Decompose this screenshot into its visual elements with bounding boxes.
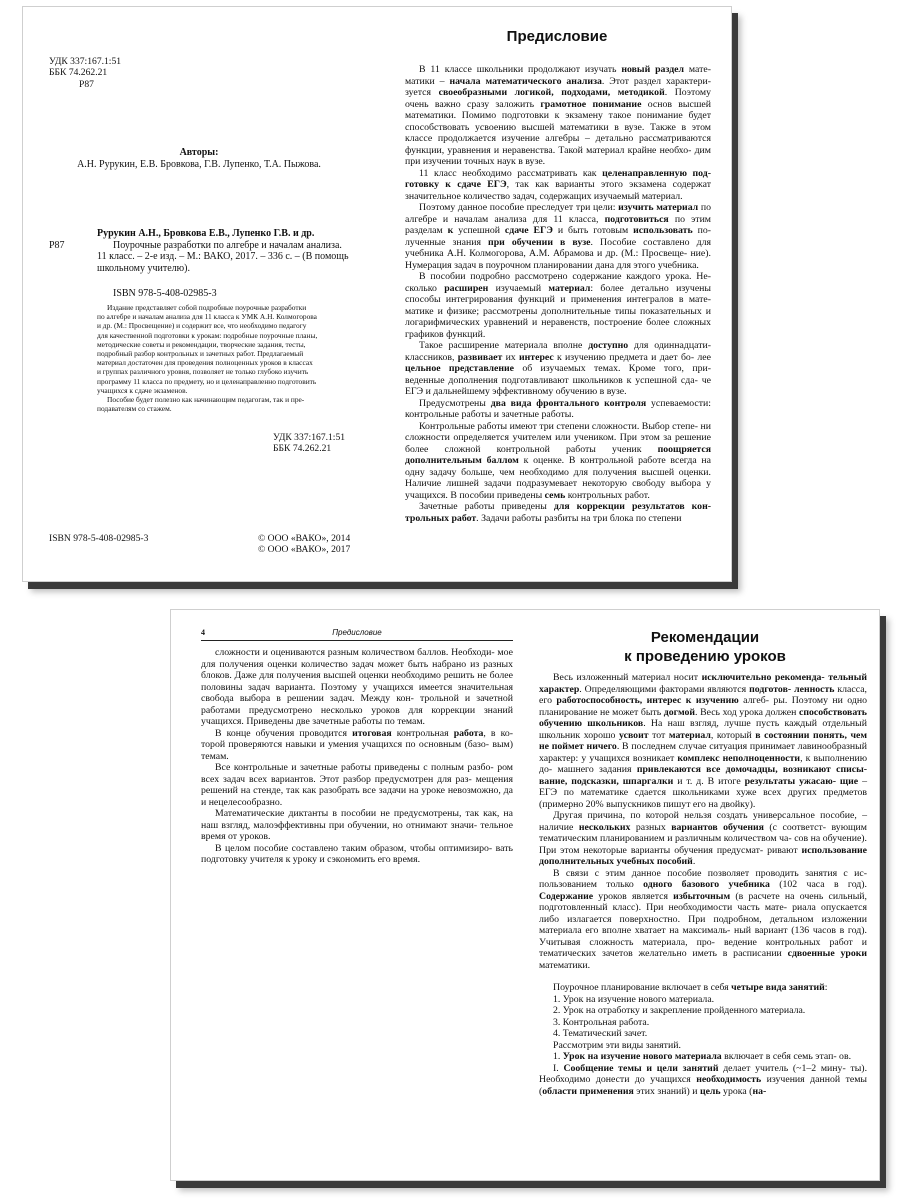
emphasis: исключительно рекоменда- — [701, 672, 825, 683]
text-run: : — [824, 982, 828, 993]
text-run: способы интегрирования функций и применения интегралов в мате- — [405, 294, 711, 305]
emphasis: на- — [752, 1085, 767, 1097]
text-run: функции, уравнения и неравенства. Такой материал крайне необхо- — [405, 144, 692, 156]
text-run: наличие — [539, 821, 579, 833]
biblio-line: Рурукин А.Н., Бровкова Е.В., Лупенко Г.В. и др. — [97, 228, 315, 239]
emphasis: способствовать обучению школьников — [539, 706, 867, 729]
text-run: для одиннадцати- — [628, 340, 711, 351]
emphasis: готовку к сдаче ЕГЭ — [405, 179, 507, 190]
text-run: ов. — [839, 1051, 852, 1062]
text-run: сложных графиков функций. — [405, 317, 711, 340]
text-run: . В — [616, 741, 629, 752]
paragraph — [405, 340, 711, 398]
text-run: коррекции знаний учащихся. Приведены две зачетные работы по — [201, 704, 514, 727]
text-run: матики – — [405, 75, 450, 87]
text-run: по этим — [668, 213, 712, 225]
text-run: ни сложности определяется учителем или учеником. При этом за — [405, 420, 711, 443]
emphasis: новый раздел — [621, 64, 685, 75]
text-run: че ЕГЭ и дальнейшему эффективному обучению в вузе. — [405, 374, 712, 397]
text-run: ром всех задач всех вариантов. Этот разбор предусмотрен для раз- — [201, 762, 513, 785]
text-run: к оценке. В контрольной работе всегда на — [518, 455, 711, 466]
text-run: этих знаний) и — [633, 1085, 700, 1097]
emphasis: догмой — [663, 706, 696, 718]
paragraph — [405, 421, 711, 502]
text-run: ние). Нумерация задач в поурочном планировании дана для этого — [405, 248, 711, 271]
biblio-line: школьному учителю). — [97, 262, 190, 274]
paragraph — [539, 672, 867, 810]
emphasis: нескольких — [578, 821, 631, 833]
annotation-line: для качественной подготовки к урокам: подробные поурочные планы, — [97, 330, 318, 340]
text-run: к изучению предмета и дает бо- — [553, 351, 695, 363]
title-line: Рекомендации — [650, 629, 760, 646]
emphasis: грамотное понимание — [540, 98, 642, 110]
emphasis: подготовиться — [604, 213, 669, 225]
emphasis: ленность — [794, 683, 835, 695]
text-run: и т. д. В итоге — [673, 775, 745, 787]
plan-outro: Рассмотрим эти виды занятий. — [553, 1039, 681, 1051]
emphasis: два вида фронтального контроля — [490, 397, 647, 409]
text-run: сов на обучение). При этом некоторые варианты обучения предусмат- — [539, 833, 868, 856]
emphasis: работоспособность, интерес к изучению — [556, 695, 739, 706]
text-run: урока ( — [720, 1085, 753, 1097]
emphasis: использовать — [633, 225, 693, 236]
text-run: . Пособие составлено для — [590, 236, 711, 248]
text-run: учащихся возникает — [589, 752, 678, 764]
text-run: лее — [697, 351, 711, 363]
paragraph — [405, 271, 711, 340]
annotation-line: материал достаточен для проведения полноценных уроков в классах — [97, 358, 313, 368]
text-run: Зачетные работы приведены — [419, 501, 554, 512]
text-run: класса, его — [539, 683, 868, 706]
text-run: трольной и зачетной работами предусмотрено несколько уроков для — [201, 693, 513, 716]
emphasis: результаты ужасаю- — [744, 775, 836, 787]
emphasis: сдвоенные уроки — [787, 948, 868, 959]
preface-continued-page — [171, 610, 523, 1180]
emphasis: семь — [544, 489, 566, 501]
text-run: Такое расширение материала вполне — [419, 340, 589, 351]
emphasis: при обучении в вузе — [488, 236, 591, 248]
copyright-block — [258, 533, 350, 556]
plan-item: 2. Урок на отработку и закрепление пройденного материала. — [553, 1005, 806, 1016]
text-run: контрольные работы и зачетные работы. — [405, 409, 574, 420]
text-run: по алгебре и началам анализа для 11 класса, — [405, 202, 711, 225]
paragraph — [539, 1063, 867, 1098]
emphasis: своеобразными логикой, подходами, методикой — [438, 87, 665, 98]
text-run: и логарифмических уравнений и неравенств, построение более — [405, 305, 711, 328]
text-run: В целом пособие составлено таким образом, чтобы оптимизиро- — [215, 842, 493, 854]
text-run: Все контрольные и зачетные работы приведены с полным разбо- — [215, 762, 494, 773]
text-run: (с соответст- — [763, 821, 827, 833]
text-run: . Задачи работы разбиты на три блока по степени — [476, 512, 682, 524]
book-spread-top — [22, 6, 732, 582]
text-run: (102 часа в год). — [769, 879, 868, 890]
text-run: решить не более половины задач варианта. Поэтому у учащихся — [201, 670, 513, 693]
text-run: лученные знания — [405, 236, 489, 248]
plan-item: 1. Урок на изучение нового материала. — [553, 993, 715, 1005]
emphasis: одного базового учебника — [643, 879, 770, 890]
text-run: , в ко- — [483, 727, 514, 739]
emphasis: развивает — [457, 351, 503, 363]
text-run: учебника А.Н. Колмогорова, А.М. Абрамова и др. (М.: Просвеще- — [405, 248, 688, 259]
text-run: имеется значительная свобода выбора в решении задач. Между кон- — [201, 681, 514, 704]
text-run: . Этот раздел характери- — [601, 75, 711, 87]
spacer — [539, 971, 867, 982]
text-run: В 11 классе школьники продолжают изучать — [419, 64, 622, 75]
emphasis: щие — [839, 775, 859, 787]
page-number: 4 — [201, 628, 205, 637]
text-run: темам. — [397, 716, 425, 727]
text-run: риала опускается либо излагается поверхностно. При подробном, — [539, 902, 867, 925]
udk-code: УДК 337:167.1:51 — [273, 432, 346, 443]
emphasis: области применения — [542, 1085, 634, 1097]
text-run: вым) темам. — [201, 739, 513, 762]
text-run: учебника. — [657, 259, 699, 271]
text-run: контрольная — [391, 727, 454, 739]
text-run: классников, — [405, 351, 458, 363]
emphasis: избыточным — [673, 890, 731, 902]
emphasis: необходимость — [696, 1074, 762, 1085]
isbn-footer: ISBN 978-5-408-02985-3 — [49, 533, 149, 544]
text-run: по- — [692, 225, 711, 236]
text-run: Математические диктанты в пособии не предусмотрены, так как, — [215, 808, 500, 819]
emphasis: подготов- — [749, 683, 792, 695]
text-run: 1. — [553, 1051, 563, 1062]
book-spread-bottom — [170, 609, 880, 1181]
text-run: . На наш — [643, 718, 685, 729]
text-run: торой проверяются навыки и умения учащихся по основным (базо- — [201, 739, 490, 750]
text-run: пользованием только — [539, 879, 644, 890]
text-run: ры. Поэтому ни одно планирование не может быть — [539, 695, 867, 718]
emphasis: поощряется — [657, 443, 711, 455]
emphasis: четыре вида занятий — [731, 982, 825, 993]
text-run: изучения — [761, 1074, 805, 1085]
text-run: и быть готовым — [552, 225, 634, 236]
text-column — [201, 647, 513, 866]
bbk-code: ББК 74.262.21 — [273, 443, 332, 455]
text-run: зуется — [405, 87, 439, 98]
text-run: решение более сложной контрольной работы ученик — [405, 432, 711, 455]
text-run: машнего задания — [557, 764, 637, 775]
imprint-page — [23, 7, 375, 581]
emphasis: тельный характер — [539, 672, 867, 695]
text-run: алгеб- — [738, 695, 769, 706]
annotation-line: и др. (М.: Просвещение) и содержит все, что необходимо педагогу — [97, 321, 307, 331]
text-run: Наличие лишней задачи подразумевает некоторую свободу выбора у — [405, 478, 711, 489]
emphasis: для коррекции результатов кон- — [553, 501, 711, 512]
annotation-line: и группах различного уровня, позволяет не только глубоко изучить — [97, 367, 309, 377]
text-run: В пособии подробно рассмотрено содержание каждого урока. Не- — [419, 271, 711, 282]
text-run: сильный, подготовленный класс). При необходимости часть мате- — [539, 890, 867, 913]
text-run: учащихся. В пособии приведены — [405, 489, 545, 501]
paragraph — [201, 762, 513, 808]
emphasis: трольных работ — [405, 512, 477, 524]
emphasis: использование дополнительных учебных пособий — [539, 844, 867, 867]
recommendations-page — [531, 610, 879, 1180]
emphasis: Содержание — [539, 890, 594, 902]
emphasis: усвоит — [619, 729, 649, 741]
text-column — [405, 64, 711, 524]
text-run: основ высшей — [641, 98, 711, 110]
emphasis: интерес — [519, 351, 554, 363]
text-run: (в расчете на очень — [730, 890, 824, 902]
text-run: одну задачу больше, чем необходимо для получения высшей оценки. — [405, 466, 711, 478]
text-run: . Определяющими факторами являются — [579, 683, 750, 695]
text-run: мещения решений на стенде, так как разобрать все задачи на уроке — [201, 773, 514, 796]
emphasis: Сообщение темы и цели занятий — [563, 1062, 719, 1074]
page-title: Предисловие — [506, 28, 608, 45]
annotation-line: программу 11 класса по предмету, но и целенаправленно подготовить — [97, 376, 317, 386]
authors-heading: Авторы: — [179, 147, 219, 158]
annotation-line: учащихся к сдаче экзаменов. — [97, 385, 188, 395]
text-run: урока должен — [739, 706, 799, 718]
text-run: Поэтому данное пособие преследует три цели: — [419, 202, 619, 213]
plan-item: 4. Тематический зачет. — [553, 1028, 648, 1039]
text-run: успеваемости: — [646, 397, 711, 409]
text-run: , который — [710, 729, 756, 741]
text-run: мате- — [684, 64, 712, 75]
text-run: дим при изучении точных наук в вузе. — [405, 144, 711, 167]
text-run: очень важно сразу заложить — [405, 98, 541, 110]
emphasis: доступно — [588, 340, 629, 351]
text-run: делает учитель (~1–2 мину- — [718, 1062, 846, 1074]
text-run: 11 класс необходимо рассматривать как — [419, 167, 603, 179]
text-run: способствовать усвоению высшей математики в вузе. Также в этом — [405, 121, 711, 133]
text-run: разделам — [405, 225, 448, 236]
text-run: сколько — [405, 282, 445, 294]
text-run: разных — [630, 821, 672, 833]
text-run: тот — [648, 729, 666, 741]
emphasis: цельное представление — [405, 363, 514, 374]
emphasis: целенаправленную под- — [602, 167, 712, 179]
bbk-code: ББК 74.262.21 — [49, 67, 108, 79]
text-run: уроков является — [593, 890, 674, 902]
text-run: изучаемый — [488, 282, 549, 294]
text-run: мое для получения оценки количество задач может быть набрано из — [201, 647, 513, 670]
text-run: предметов (примерно 20% выпускников пишут его на двойку). — [539, 787, 867, 810]
annotation-line: методические советы и рекомендации, творческие задания, тесты, — [97, 339, 306, 349]
text-run: последнем случае ситуация принимает лавинообразный характер: у — [539, 741, 867, 764]
emphasis: дополнительным баллом — [405, 455, 519, 466]
paragraph — [201, 728, 513, 763]
emphasis: сдаче ЕГЭ — [504, 225, 553, 236]
text-run: об изучаемых темах. Кроме того, при- — [514, 363, 711, 374]
paragraph — [405, 202, 711, 271]
text-run: их — [502, 351, 519, 363]
text-run: , так как варианты этого экзамена содержат — [506, 179, 711, 190]
text-run: : более детально изучены — [590, 282, 711, 294]
text-run: взгляд, лучше пусть каждый отдельный школьник хорошо — [539, 718, 867, 741]
text-run: . — [692, 856, 696, 867]
classification-block — [49, 56, 121, 90]
running-title: Предисловие — [332, 628, 382, 637]
text-run: Другая причина, по которой нельзя создать универсальное пособие, – — [553, 810, 867, 821]
text-run: Предусмотрены — [419, 397, 491, 409]
text-run: ведение контрольных работ и тематических зачетов желательно — [539, 936, 867, 959]
copyright-line: © ООО «ВАКО», 2014 — [258, 533, 351, 544]
lesson-type-paragraphs — [539, 1051, 867, 1097]
paragraph — [539, 868, 867, 972]
text-run: . Весь ход — [695, 706, 737, 718]
annotation-line: Пособие будет полезно как начинающим педагогам, так и пре- — [107, 395, 305, 405]
plan-intro — [539, 982, 867, 994]
bibliographic-record — [97, 228, 367, 274]
text-run: Поурочное планирование включает в себя — [553, 982, 732, 993]
author-mark: Р87 — [79, 78, 94, 90]
text-run: , к выполнению до- — [539, 752, 868, 775]
text-column — [539, 672, 867, 1097]
text-run: – ЕГЭ по математике сдается школьниками хуже всех других — [539, 775, 867, 798]
text-run: включает в себя семь этап- — [721, 1051, 837, 1062]
annotation — [97, 303, 367, 413]
preface-page — [383, 7, 731, 581]
recommendation-paragraphs — [539, 672, 867, 971]
running-header — [201, 626, 513, 641]
text-run: математики. Помимо подготовки к экзамену такое понимание будет — [405, 110, 711, 121]
plan-item: 3. Контрольная работа. — [553, 1016, 650, 1028]
text-run: детальном изложении материала его вполне хватает на максималь- — [539, 913, 867, 936]
text-run: В конце обучения проводится — [215, 727, 353, 739]
classification-block-lower — [273, 432, 345, 455]
emphasis: работа — [453, 727, 484, 739]
text-run: значительное количество задач, содержащих изучаемый материал. — [405, 190, 683, 202]
emphasis: вариантов обучения — [671, 821, 764, 833]
text-run: Контрольные работы имеют три степени сложности. Выбор степе- — [419, 420, 698, 432]
text-run: на наш взгляд, малоэффективны при обучении, но отнимают значи- — [201, 808, 513, 831]
paragraph — [539, 810, 867, 868]
paragraph — [405, 168, 711, 203]
emphasis: расширен — [444, 282, 489, 294]
text-run: ривают — [767, 844, 802, 856]
emphasis: к — [447, 225, 454, 236]
paragraph — [405, 501, 711, 524]
text-run: . Поэтому — [664, 87, 711, 98]
emphasis: материал — [548, 282, 591, 294]
annotation-line: по алгебре и началам анализа для 11 класса к УМК А.Н. Колмогорова — [97, 312, 317, 322]
text-run: математики. — [539, 959, 591, 971]
page-title — [531, 628, 879, 666]
emphasis: Урок на изучение нового материала — [562, 1051, 722, 1062]
emphasis: материал — [668, 729, 711, 741]
authors-list: А.Н. Рурукин, Е.В. Бровкова, Г.В. Лупенко, Т.А. Пыжова. — [77, 159, 321, 170]
emphasis: комплекс неполноценности — [677, 752, 801, 764]
paragraph — [201, 843, 513, 866]
emphasis: итоговая — [352, 727, 392, 739]
text-run: I. — [553, 1062, 564, 1074]
text-run: тельное время от уроков. — [201, 819, 513, 842]
text-run: данной темы ( — [539, 1074, 867, 1097]
emphasis: изучить материал — [618, 202, 699, 213]
emphasis: вание, подсказки, шпаргалки — [539, 775, 674, 787]
emphasis: в состоянии понять, чем не поймет ничего — [539, 729, 868, 752]
biblio-line: Поурочные разработки по алгебре и началам анализа. — [113, 239, 342, 251]
annotation-line: подавателям со стажем. — [97, 404, 172, 414]
annotation-line: подробный разбор контрольных и зачетных работ. Предлагаемый — [97, 349, 304, 359]
text-run: веденные дополнения подготавливают школьников к успешной сда- — [405, 374, 698, 386]
text-run: контрольных работ. — [565, 489, 650, 501]
emphasis: цель — [699, 1085, 721, 1097]
text-run: Весь изложенный материал носит — [553, 672, 702, 683]
text-run: матике и физике; рассмотрены дополнительные типы показательных — [405, 305, 702, 317]
text-run: иметь в расписании — [692, 948, 788, 959]
text-run: вующим тематическим планированием и различным количеством ча- — [539, 821, 867, 844]
udk-code: УДК 337:167.1:51 — [49, 56, 122, 67]
text-run: невозможно, да и нецелесообразно. — [201, 785, 513, 808]
paragraph — [405, 398, 711, 421]
text-run: В связи с этим данное пособие позволяет проводить занятия с ис- — [553, 867, 867, 879]
text-run: сложности и оцениваются разным количеством баллов. Необходи- — [215, 647, 495, 658]
paragraph — [405, 64, 711, 168]
title-line: к проведению уроков — [624, 648, 786, 665]
emphasis: начала математического анализа — [449, 75, 602, 87]
text-run: разных блоков. Даже для получения высшей оценки необходимо — [201, 658, 514, 681]
emphasis: привлекаются все домочадцы, возникают списы- — [636, 764, 868, 775]
copyright-line: © ООО «ВАКО», 2017 — [258, 544, 351, 556]
text-run: вать подготовку учителя к уроку и сэкономить его время. — [201, 842, 513, 865]
text-run: ный вариант (136 часов в год). Учитывая сложность материала, про- — [539, 925, 867, 948]
author-mark-margin: Р87 — [49, 240, 65, 251]
paragraph — [201, 647, 513, 728]
paragraph — [201, 808, 513, 843]
text-run: успешной — [453, 225, 505, 236]
paragraph — [539, 1051, 867, 1063]
text-run: ты). Необходимо донести до учащихся — [539, 1062, 868, 1085]
annotation-line: Издание представляет собой подробные поурочные разработки — [107, 303, 307, 312]
biblio-line: 11 класс. – 2-е изд. – М.: ВАКО, 2017. – 336 с. – (В помощь — [97, 251, 349, 263]
isbn: ISBN 978-5-408-02985-3 — [113, 288, 217, 299]
text-run: классе продолжается изучение алгебры – детально рассматриваются — [405, 133, 711, 144]
